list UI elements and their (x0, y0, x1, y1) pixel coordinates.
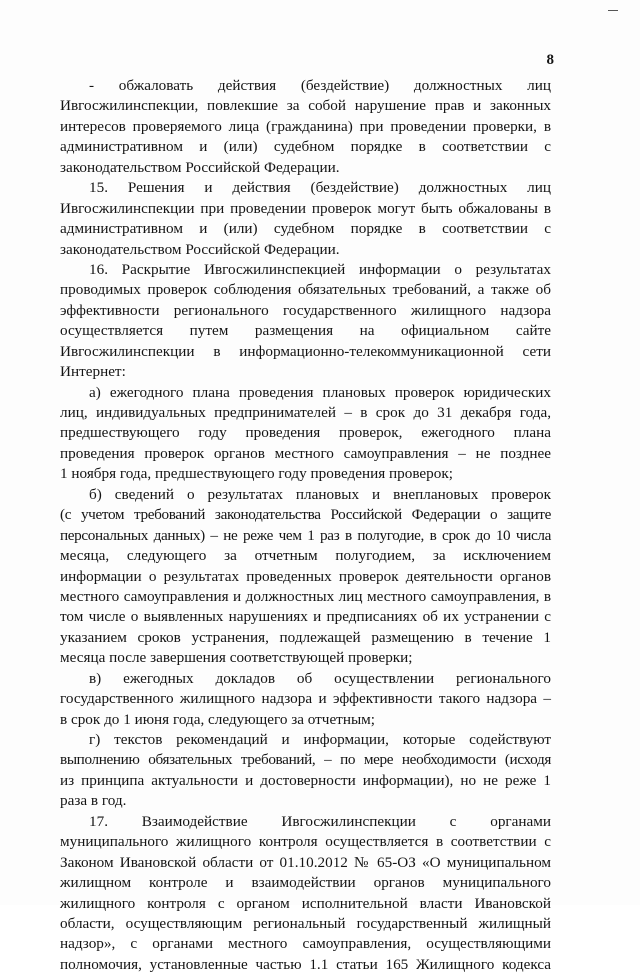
text-line: интересов проверяемого лица (гражданина) при проведении проверки, в (60, 117, 551, 135)
text-line: эффективности регионального государственного жилищного надзора (60, 301, 551, 319)
text-line: информации о результатах проведенных проверок деятельности органов (60, 567, 551, 585)
text-line: персональных данных) – не реже чем 1 раз в полугодие, в срок до 10 числа (60, 526, 551, 544)
text-line: - обжаловать действия (бездействие) должностных лиц (89, 77, 551, 94)
text-line: надзор», с органами местного самоуправления, осуществляющими (60, 935, 551, 953)
text-line: раза в год. (60, 792, 127, 810)
text-line: выполнению обязательных требований, – по мере необходимости (исходя (60, 751, 551, 769)
text-line: указанием сроков устранения, подлежащей размещению в течение 1 (60, 628, 551, 646)
text-line: 1 ноября года, предшествующего году проведения проверок; (60, 465, 453, 483)
text-line: предшествующего году проведения проверок, ежегодного плана (60, 424, 551, 442)
text-line: Ивгосжилинспекции, повлекшие за собой нарушение прав и законных (60, 97, 551, 115)
text-line: осуществляется путем размещения на официальном сайте (60, 322, 551, 340)
text-line: жилищном контроле и взаимодействии органов муниципального (60, 874, 551, 892)
text-line: проведения проверок органов местного самоуправления – не позднее (60, 444, 551, 462)
text-line: полномочия, установленные частью 1.1 статьи 165 Жилищного кодекса (60, 955, 551, 973)
text-line: административном и (или) судебном порядке в соответствии с (60, 138, 551, 156)
text-line: 15. Решения и действия (бездействие) должностных лиц (89, 179, 551, 197)
text-line: Законом Ивановской области от 01.10.2012 № 65-ОЗ «О муниципальном (60, 853, 551, 871)
text-line: из принципа актуальности и достоверности информации), но не реже 1 (60, 771, 551, 789)
page-number: 8 (546, 52, 554, 68)
text-line: месяца после завершения соответствующей проверки; (60, 649, 413, 667)
text-line: Ивгосжилинспекции в информационно-телекоммуникационной сети (60, 342, 551, 360)
text-line: муниципального жилищного контроля осуществляется в соответствии с (60, 833, 551, 851)
scan-corner-mark (608, 10, 618, 11)
text-line: 16. Раскрытие Ивгосжилинспекцией информации о результатах (89, 260, 551, 278)
text-line: административном и (или) судебном порядке в соответствии с (60, 220, 551, 238)
text-line: в срок до 1 июня года, следующего за отчетным; (60, 710, 375, 728)
text-line: б) сведений о результатах плановых и внеплановых проверок (89, 485, 551, 503)
text-line: области, осуществляющим региональный государственный жилищный (60, 914, 551, 932)
text-line: том числе о выявленных нарушениях и предписаниях об их устранении с (60, 608, 551, 626)
text-line: (с учетом требований законодательства Российской Федерации о защите (60, 506, 551, 524)
text-line: Интернет: (60, 363, 126, 381)
text-line: месяца, следующего за отчетным полугодием, за исключением (60, 547, 551, 565)
text-line: законодательством Российской Федерации. (60, 158, 340, 176)
text-line: местного самоуправления и должностных лиц местного самоуправления, в (60, 587, 551, 605)
document-body (60, 76, 551, 975)
text-line: законодательством Российской Федерации. (60, 240, 340, 258)
text-line: 17. Взаимодействие Ивгосжилинспекции с органами (89, 812, 551, 830)
text-line: в) ежегодных докладов об осуществлении регионального (89, 669, 551, 687)
text-line: а) ежегодного плана проведения плановых проверок юридических (89, 383, 551, 401)
text-line: жилищного контроля с органом исполнительной власти Ивановской (60, 894, 551, 912)
text-line: лиц, индивидуальных предпринимателей – в срок до 31 декабря года, (60, 404, 551, 421)
text-line: государственного жилищного надзора и эффективности такого надзора – (60, 690, 551, 708)
text-line: проводимых проверок соблюдения обязательных требований, а также об (60, 281, 551, 299)
text-line: Ивгосжилинспекции при проведении проверок могут быть обжалованы в (60, 199, 551, 217)
text-line: г) текстов рекомендаций и информации, которые содействуют (89, 731, 551, 748)
